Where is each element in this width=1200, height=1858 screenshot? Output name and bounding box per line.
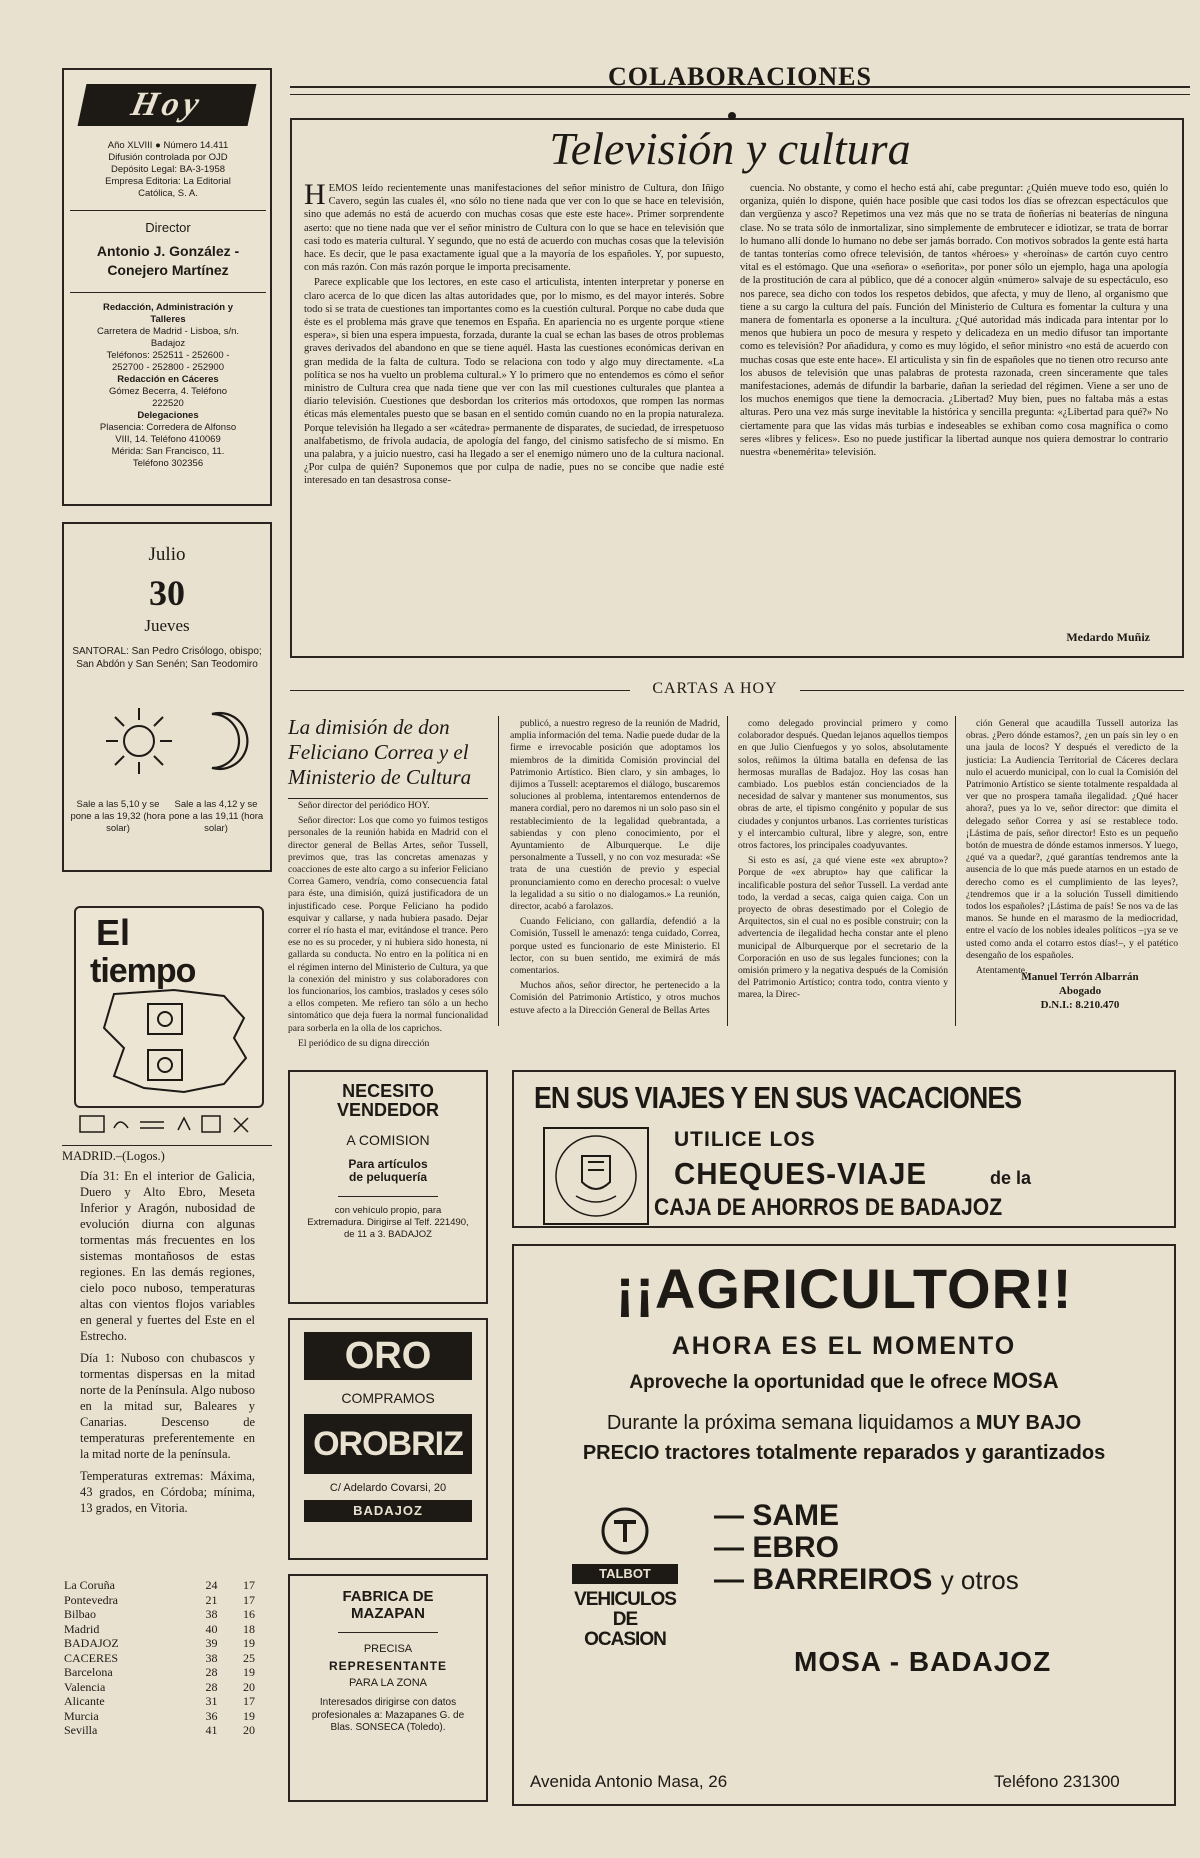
ad-mosa-vehiculos	[572, 1590, 678, 1650]
ad-vendedor-title-line: VENDEDOR	[336, 1100, 439, 1120]
ad-mosa-line2a: Aproveche la oportunidad que le ofrece	[629, 1372, 988, 1393]
ad-oro-sub: COMPRAMOS	[341, 1390, 435, 1406]
office-line: Carretera de Madrid - Lisboa, s/n.	[96, 326, 240, 337]
ad-mazapan-sub2: REPRESENTANTE	[328, 1659, 448, 1673]
ad-oro-city: BADAJOZ	[304, 1500, 472, 1522]
letters-column-1	[288, 800, 488, 1053]
city-max-temp: 36	[205, 1708, 218, 1723]
city-row	[62, 1680, 257, 1695]
city-max-temp: 40	[205, 1621, 218, 1636]
letters-rule-right	[800, 690, 1184, 691]
city-min-temp: 19	[243, 1636, 255, 1650]
ad-caja-line2: CHEQUES-VIAJE	[674, 1156, 927, 1191]
masthead-divider	[70, 210, 266, 211]
ad-oro-address: C/ Adelardo Covarsi, 20	[329, 1482, 447, 1494]
city-row	[62, 1651, 257, 1666]
office-line: Redacción, Administración y	[102, 302, 234, 313]
ad-mosa-line2	[514, 1368, 1174, 1394]
date-day: 30	[149, 573, 185, 613]
weather-logo-tiempo: tiempo	[90, 952, 196, 990]
ad-mazapan-title-line: MAZAPAN	[351, 1605, 425, 1622]
city-row	[62, 1578, 257, 1593]
ad-mosa-brand-name: SAME	[752, 1499, 840, 1532]
city-row	[62, 1694, 257, 1709]
ad-vendedor-item: Para artículos	[348, 1157, 428, 1171]
ad-mazapan-sub1: PRECISA	[363, 1643, 413, 1655]
director-name-line: Antonio J. González -	[96, 243, 240, 259]
ad-oro	[288, 1318, 488, 1560]
ad-mosa-line1: AHORA ES EL MOMENTO	[671, 1332, 1017, 1360]
ad-mosa-brand: — BARREIROS y otros	[714, 1563, 1019, 1596]
letters-rule-left	[290, 690, 630, 691]
ad-mosa-brand: — SAME	[714, 1499, 840, 1532]
ad-mosa-brand: — EBRO	[714, 1531, 840, 1564]
city-name: La Coruña	[64, 1578, 115, 1592]
weather-logo-el: El	[96, 912, 131, 953]
ad-mazapan-sub3: PARA LA ZONA	[348, 1677, 428, 1689]
city-max-temp: 38	[205, 1650, 218, 1665]
city-row	[62, 1709, 257, 1724]
ad-vendedor-divider	[338, 1196, 438, 1197]
masthead-line: Difusión controlada por OJD	[108, 152, 228, 163]
letters-header: CARTAS A HOY	[652, 680, 778, 697]
office-line: Mérida: San Francisco, 11.	[111, 446, 225, 457]
director-label: Director	[145, 220, 191, 235]
article-title: Televisión y cultura	[549, 123, 911, 174]
ad-vendedor-items	[290, 1158, 486, 1184]
city-max-temp: 38	[205, 1607, 218, 1621]
ad-mosa-headline: ¡¡AGRICULTOR!!	[615, 1257, 1073, 1320]
date-box	[62, 522, 272, 872]
signature-role: Abogado	[1058, 985, 1102, 997]
article-paragraph: cuencia. No obstante, y como el hecho está ahí, cabe preguntar: ¿Quién mueve todo eso, quién lo organiza, quién lo dispone, quién hace posible que casi todos los días se ofrezcan espectáculos que dan vergüenza y asco? Repetimos una vez más que no se trata de ñoñerías ni beaterías de ninguna clase. No se trata sólo de inmortalizar, sino simplemente de embrutecer e idiotizar, se trata de borrar lo humano allí donde lo humano no debe ser jamás borrado. Con motivos sobrados la gente está harta de tantas tonterías como ofrece televisión, de tantos «héroes» y «heroínas» de cartón cuyo centro vital es el estómago. Que una «señora» o «señorita», por poner sólo un ejemplo, haga una apología de la prostitución de cara al público, que dé a conocer algún «número» salvaje de su espectáculo, eso nos parece, sea dicho con todos los respetos debidos, que afecta, y muy de lleno, al organismo que tiene a su cargo la cultura del país. Función del Ministerio de Cultura es fomentar la cultura y una manera de fomentarla es oponerse a la incultura. ¿Qué autoridad más indicada para intentar por lo menos que hubiera un poco de mesura y respeto y delicadeza en un medio difusor tan importante como es televisión? Por añadidura, y como es muy lógido, el señor ministro «no está de acuerdo con muchas cosas que este ente hace». El articulista y sin fin de españoles que no tienen otro recurso ante los abusos de televisión que unas palabras de protesta razonada, creen sinceramente que tales manifestaciones, además de difundir la barbarie, dañan la seriedad del régimen. Viene a ser uno de los muchos enemigos que tiene la democracia. ¿Libertad? Muy bien, pues no faltaba más a estas alturas. Pero una vez más surge inevitable la histórica y sencilla pregunta: «¿Libertad para qué?» No ciertamente para que las vidas más turbias e indeseables se exhiban como cosa magnífica o como seres «libres y felices». Eso no puede justificar la libertad aunque nos quiera demostrar lo contrario nuestra «benemérita» televisión.	[740, 183, 1168, 459]
ad-mosa-line2b: MOSA	[992, 1368, 1059, 1393]
letter-signature	[990, 970, 1170, 1012]
hoy-logo: Hoy	[78, 84, 257, 126]
city-name: Barcelona	[64, 1665, 113, 1679]
ad-mosa-talbot: TALBOT	[572, 1564, 678, 1584]
letter-paragraph: como delegado provincial primero y como colaborador después. Quedan lejanos aquellos tiempos en que Julio Cienfuegos y yo solos, absolutamente solos, reñimos la última batalla en defensa de las hermosas murallas de Badajoz. Hoy las cosas han cambiado. Los pueblos están concienciados de la necesidad de salvar y mantener sus monumentos, sus obras de arte, el tipismo congénito y popular de sus ciudades y conjuntos urbanos. Las corrientes turísticas y el intercambio cultural, libre y alegre, son, entre otros factores, los principales coadyuvantes.	[738, 718, 948, 852]
sun-times: Sale a las 5,10 y se pone a las 19,32 (hora solar)	[70, 799, 166, 834]
letters-title: La dimisión de don Feliciano Correa y el Ministerio de Cultura	[288, 715, 472, 789]
ad-mazapan-body: Interesados dirigirse con datos profesionales a: Mazapanes G. de Blas. SONSECA (Toledo).	[311, 1697, 465, 1733]
ad-mosa-line4: PRECIO tractores totalmente reparados y garantizados	[582, 1442, 1106, 1464]
letter-paragraph: Señor director del periódico HOY.	[298, 800, 430, 811]
ad-oro-title: ORO	[304, 1332, 472, 1380]
ad-vendedor-sub: A COMISION	[346, 1132, 430, 1148]
ad-mosa-phone: Teléfono 231300	[994, 1772, 1120, 1791]
ad-vendedor-title-line: NECESITO	[342, 1081, 434, 1101]
ad-mazapan-title-line: FABRICA DE	[342, 1588, 434, 1605]
article-title-bullet	[728, 112, 736, 120]
city-name: BADAJOZ	[64, 1636, 119, 1650]
city-name: Bilbao	[64, 1607, 96, 1621]
ad-mosa-brand-name: BARREIROS	[752, 1563, 933, 1596]
ad-caja-line3: CAJA DE AHORROS DE BADAJOZ	[654, 1194, 1003, 1221]
city-min-temp: 19	[243, 1708, 255, 1723]
letters-col-divider	[955, 716, 956, 1026]
office-line: Talleres	[150, 314, 186, 325]
city-row	[62, 1607, 257, 1622]
masthead-line: Católica, S. A.	[138, 188, 198, 199]
city-row	[62, 1665, 257, 1680]
city-temperatures-table	[62, 1578, 257, 1738]
director-name-line: Conejero Martínez	[107, 262, 229, 278]
letters-column-3	[738, 718, 948, 1005]
city-name: Alicante	[64, 1694, 105, 1708]
signature-dni: D.N.I.: 8.210.470	[1040, 999, 1120, 1011]
ad-mosa-vehiculos-line: VEHICULOS	[574, 1589, 676, 1610]
city-max-temp: 21	[205, 1592, 218, 1607]
letter-paragraph: Cuando Feliciano, con gallardía, defendió a la Comisión, Tussell le amenazó: tenga cuidado, Correa, porque usted es funcionario de este Ministerio. El lector, con su buen sentido, me eximirá de más comentarios.	[510, 916, 720, 977]
office-line: Badajoz	[150, 338, 186, 349]
signature-name: Manuel Terrón Albarrán	[1021, 971, 1139, 983]
masthead-box	[62, 68, 272, 506]
letter-paragraph: El periódico de su digna dirección	[298, 1037, 430, 1049]
office-line: Gómez Becerra, 4. Teléfono	[108, 386, 228, 397]
forecast-paragraph: Día 1: Nuboso con chubascos y tormentas dispersas en la mitad norte de la Península. Algo nuboso en la mitad sur, Baleares y Canarias. Descenso de temperaturas preferentemente en la mitad norte de la península.	[80, 1351, 255, 1461]
date-weekday: Jueves	[144, 616, 190, 635]
ad-mazapan-divider	[338, 1632, 438, 1633]
city-min-temp: 20	[243, 1679, 255, 1694]
ad-mosa-line3b: MUY BAJO	[975, 1412, 1082, 1434]
ad-mosa-address: Avenida Antonio Masa, 26	[530, 1772, 728, 1791]
letter-paragraph: Atentamente,	[976, 965, 1028, 977]
letters-col-divider	[498, 716, 499, 1026]
city-min-temp: 18	[243, 1621, 255, 1636]
letters-column-2	[510, 718, 720, 1020]
masthead-line: Depósito Legal: BA-3-1958	[110, 164, 226, 175]
city-max-temp: 31	[205, 1694, 218, 1708]
city-max-temp: 28	[205, 1679, 218, 1694]
masthead-info	[70, 140, 266, 200]
forecast-paragraph: Día 31: En el interior de Galicia, Duero y Alto Ebro, Meseta Inferior y Aragón, nubosidad de evolución diurna con algunas tormentas más frecuentes en los sistemas montañosos de estas regiones. En las demás regiones, cielo poco nuboso, temperaturas altas con vientos flojos variables en general y fuertes del Este en el Estrecho.	[80, 1169, 255, 1343]
forecast-paragraph: Temperaturas extremas: Máxima, 43 grados, en Córdoba; mínima, 13 grados, en Vitoria.	[80, 1469, 255, 1515]
ad-caja-line2b: de la	[990, 1168, 1032, 1188]
city-row	[62, 1593, 257, 1608]
city-min-temp: 17	[243, 1694, 255, 1708]
letters-column-4	[966, 718, 1178, 980]
moon-times: Sale a las 4,12 y se pone a las 19,11 (hora solar)	[168, 799, 264, 834]
city-min-temp: 19	[243, 1665, 255, 1679]
city-min-temp: 16	[243, 1607, 255, 1621]
office-line: Plasencia: Corredera de Alfonso	[99, 422, 237, 433]
office-line: 222520	[152, 398, 184, 409]
date-month: Julio	[148, 544, 186, 565]
city-min-temp: 17	[243, 1578, 255, 1592]
city-max-temp: 39	[205, 1636, 218, 1650]
city-name: Sevilla	[64, 1723, 98, 1737]
city-max-temp: 41	[205, 1723, 218, 1737]
article-paragraph	[304, 178, 724, 274]
article-column-1	[304, 178, 724, 490]
ad-mosa-line3	[514, 1412, 1174, 1435]
city-row	[62, 1622, 257, 1637]
city-row	[62, 1723, 257, 1738]
santoral-text: SANTORAL: San Pedro Crisólogo, obispo; San Abdón y San Senén; San Teodomiro	[72, 646, 262, 670]
offices-info	[70, 302, 266, 470]
city-max-temp: 24	[205, 1578, 218, 1592]
city-max-temp: 28	[205, 1665, 218, 1679]
letter-paragraph: Muchos años, señor director, he pertenecido a la Comisión del Patrimonio Artístico, y otros muchos estuve afecto a la Dirección General de Bellas Artes	[510, 980, 720, 1016]
director-name	[70, 242, 266, 280]
talbot-logo-icon	[600, 1506, 650, 1556]
ad-vendedor-body: con vehículo propio, para Extremadura. Dirigirse al Telf. 221490, de 11 a 3. BADAJOZ	[307, 1205, 469, 1240]
letter-paragraph: Si esto es así, ¿a qué viene este «ex abrupto»? Porque de «ex abrupto» hay que calificar la incalificable postura del señor Tussell. La verdad ante todo, la verdad a secas, caiga quien caiga. Con un proyecto de obras desestimado por el Colegio de Arquitectos, sin el cual no es posible construir; con la advertencia de ilegalidad hecha constar ante el pleno municipal de Alburquerque por el secretario de la Corporación en uso de sus legales funciones; con la omisión primero y la negativa después de la Comisión del Patrimonio Artístico; contra todo, contra viento y marea, la Direc-	[738, 855, 948, 1001]
article-paragraph: Parece explicable que los lectores, en este caso el articulista, intenten interpretar y ponerse en claro acerca de lo que dicen las altas autoridades que, por lo mismo, es del mayor interés. Sobre todo si se trata de cuestiones tan importantes como es la cuestión cultural. Porque no cabe duda que éste es el problema más grave que tenemos en España. En apariencia no es urgente porque «tiene espera», si bien una espera impuesta, forzada, durante la cual se echan las bases de otros problemas graves derivados del abandono en que se tiene aquél. Hasta las cuestiones económicas derivan en gran medida de la falta de cultura. Todo se relaciona con todo y algo muy directamente. «La política se nos ha vuelto un problema cultural.» Y lo primero que no entendemos es cómo el señor ministro de Cultura crea que nada tiene que ver con las mil cuestiones culturales que plantea a diario televisión. Cuestiones que desbordan los criterios más ortodoxos, que rompen las normas éticas más elementales puesto que se basan en el sentido común cuando no en la propia naturaleza. Porque televisión ha llegado a ser «cátedra» permanente de disparates, de suciedad, de irrespetuoso analfabetismo, de frívola audacia, de apología del fango, del cinismo satisfecho de sí mismo. En una palabra, y a juicio nuestro, casi ha llegado a ser el enemigo número uno de la cultura nacional. ¿Por culpa de quién? Suponemos que por culpa de nadie, pues no se concibe que nadie esté interesado en tan desastrosa conse-	[304, 277, 724, 487]
moon-icon	[192, 708, 252, 774]
letters-title-rule	[288, 798, 488, 799]
ad-mosa-dealer: MOSA - BADAJOZ	[794, 1646, 1052, 1677]
article-author: Medardo Muñiz	[1066, 630, 1150, 644]
masthead-line: Empresa Editoria: La Editorial	[105, 176, 231, 187]
ad-mazapan-title	[290, 1588, 486, 1622]
article-paragraph-text: EMOS leído recientemente unas manifestaciones del señor ministro de Cultura, don Iñigo Cavero, según las cuales él, «no sólo no tiene nada que ver con lo que se hace en televisión, sino que además no está de acuerdo con muchas cosas que este este hace». Primer sorprendente aserto: que no tiene nada que ver el señor ministro de Cultura con lo que se hace en televisión que casi todo es materia cultural. Y segundo, que no está de acuerdo con muchas cosas que la televisión hace. Es decir, que le pasa exactamente igual que a la mayoría de los españoles. Y, por supuesto, con más razón. Con más razón porque le importa precisamente.	[304, 183, 724, 274]
office-line: 252700 - 252800 - 252900	[112, 362, 224, 373]
ad-mazapan	[288, 1574, 488, 1802]
ad-vendedor-title	[290, 1082, 486, 1120]
weather-symbols-legend	[74, 1110, 264, 1140]
city-row	[62, 1636, 257, 1651]
section-title: COLABORACIONES	[608, 62, 872, 91]
ad-mosa-brand-name: EBRO	[752, 1531, 840, 1564]
header-rule-bottom	[290, 94, 1190, 95]
office-line: Teléfonos: 252511 - 252600 -	[106, 350, 230, 361]
weather-map	[74, 906, 264, 1108]
office-line: Teléfono 302356	[132, 458, 204, 469]
city-name: Pontevedra	[64, 1592, 118, 1607]
article-column-2	[740, 182, 1168, 461]
caja-seal-icon	[542, 1126, 650, 1226]
city-name: Madrid	[64, 1621, 100, 1636]
letter-paragraph: publicó, a nuestro regreso de la reunión de Madrid, amplia información del tema. Nadie puede dudar de la firme e irrevocable posición que adoptamos los miembros de la dimitida Comisión provincial del Patrimonio Artístico. Bien claro, y sin ambages, lo dijimos a Tussell: aceptaremos el diálogo, buscaremos soluciones al problema, intentaremos entendernos de manera cordial, pero no daremos ni un solo paso sin el restablecimiento de la legalidad quebrantada, a sabiendas y con pleno conocimiento, por el Ayuntamiento de Alburquerque. Le dije personalmente a Tussell, y no con voz mesurada: «Se trata de una cuestión de previo y especial pronunciamiento como en derecho procesal: o vuelve la legalidad a su sitio o no dialogamos.» La reunión, director, acabó a farolazos.	[510, 718, 720, 913]
masthead-line: Año XLVIII ● Número 14.411	[107, 140, 229, 151]
city-min-temp: 17	[243, 1592, 255, 1607]
city-name: Valencia	[64, 1679, 106, 1694]
ad-vendedor-item: de peluquería	[348, 1170, 428, 1184]
city-min-temp: 20	[243, 1723, 255, 1737]
ad-caja-ahorros	[512, 1070, 1176, 1228]
city-name: CACERES	[64, 1650, 119, 1665]
letter-paragraph: ción General que acaudilla Tussell autoriza las obras. ¿Pero dónde estamos?, ¿en un país sin ley o en una jaula de locos? Y después el veredicto de la justicia: La Audiencia Territorial de Cáceres declara nulo el acuerdo municipal, con lo cual la Comisión del Patrimonio Artístico se siente totalmente respaldada al ver que no prospera tamaña ilegalidad. ¿Qué hacer ahora?, pues ya lo ve, señor director: que dimita el delegado señor Correa y así se restablece todo. ¡Lástima de país, señor director! Esto es un pequeño botón de muestra de dónde estamos inmersos. Y luego, ¿qué va a quedar?, ¿qué garantías tendremos ante la ausencia de lo que más puede atarnos en un estado de derecho como es el cumplimiento de las leyes?, ¿tendremos que ir a la solución Tussell dimitiendo todos los españoles? ¡Lástima de país! Se nos va de las manos. Se hunde en el marasmo de la mediocridad, entre el vacío de los nobles ideales políticos –¡ya se ve usted como anda el cotarro estos días!–, y el patético desengaño de los españoles.	[966, 718, 1178, 961]
office-line: VIII, 14. Teléfono 410069	[115, 434, 221, 445]
ad-oro-brand: OROBRIZ	[304, 1414, 472, 1474]
weather-rule	[62, 1145, 272, 1146]
ad-caja-headline: EN SUS VIAJES Y EN SUS VACACIONES	[534, 1080, 1022, 1115]
office-line: Redacción en Cáceres	[117, 374, 219, 385]
ad-caja-line1: UTILICE LOS	[674, 1128, 816, 1151]
extremadura-map-icon	[84, 988, 256, 1100]
sun-icon	[104, 706, 174, 776]
article-dropcap: H	[304, 178, 326, 211]
ad-mosa	[512, 1244, 1176, 1806]
weather-forecast	[80, 1168, 255, 1516]
weather-source: MADRID.–(Logos.)	[62, 1149, 165, 1163]
ad-mosa-vehiculos-line: DE OCASION	[584, 1609, 666, 1650]
ad-mosa-brand-list	[714, 1500, 1019, 1596]
office-line: Delegaciones	[137, 410, 199, 421]
letters-col-divider	[727, 716, 728, 1026]
letter-paragraph: Señor director: Los que como yo fuimos testigos personales de la reunión habida en Madrid con el director general de Bellas Artes, señor Tussell, previmos que, tras las concretas amenazas y coacciones de este alto cargo a su inferior Feliciano Correa Gamero, vendría, como consecuencia fatal para éste, una dimisión, quizá justificadora de un injustificado cese. Porque Feliciano ha podido esquivar y callarse, y nada hubiera pasado. Dejar correr el río hasta el mar, evitándose el trance. Pero ese no es su proceder, y ni hubiera sido honesta, ni gallarda su conducta. No entro en la política ni en el régimen interno del Ministerio de Cultura, ya que la conexión del ministro y sus colaboradores con los funcionarios, los cambios, traslados y ceses sólo a ellos competen. Me refiero tan sólo a un hecho sintomático que deja fuera la normal funcionalidad para sorberla en la olla de los caprichos.	[288, 815, 488, 1034]
masthead-divider-2	[70, 292, 266, 293]
city-name: Murcia	[64, 1708, 99, 1723]
ad-vendedor	[288, 1070, 488, 1304]
city-min-temp: 25	[243, 1650, 255, 1665]
ad-mosa-line3a: Durante la próxima semana liquidamos a	[606, 1412, 971, 1434]
ad-mosa-brands-suffix: y otros	[940, 1565, 1019, 1595]
